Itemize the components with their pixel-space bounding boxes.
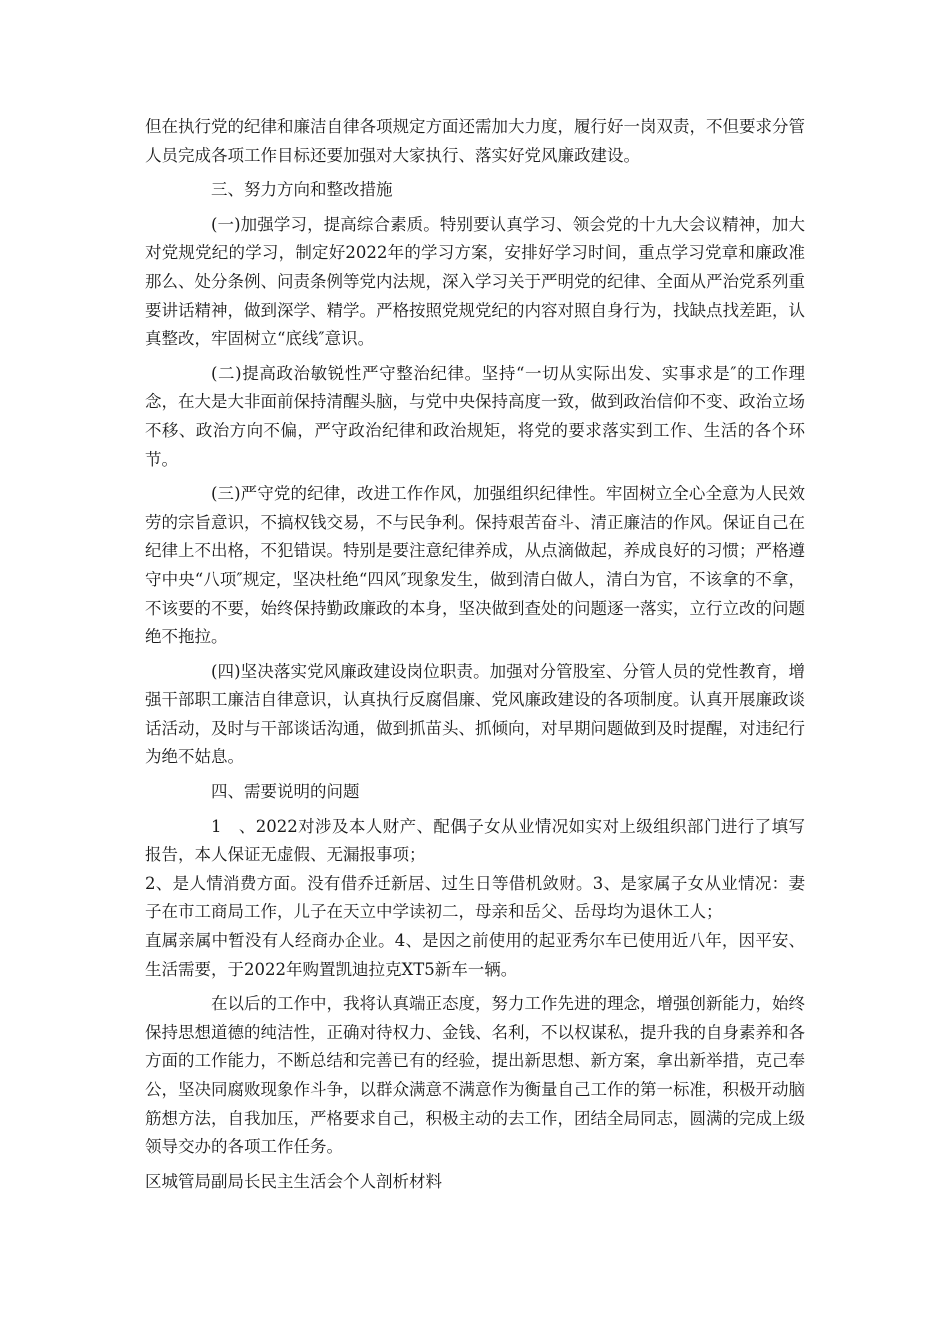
- document-body: [145, 113, 805, 1202]
- paragraph-item-4: 直属亲属中暂没有人经商办企业。4、是因之前使用的起亚秀尔车已使用近八年，因平安、生活需要，于2022年购置凯迪拉克XT5新车一辆。: [145, 931, 805, 979]
- paragraph-measure-4: (四)坚决落实党风廉政建设岗位职责。加强对分管股室、分管人员的党性教育，增强干部职工廉洁自律意识，认真执行反腐倡廉、党风廉政建设的各项制度。认真开展廉政谈话活动，及时与干部谈话沟通，做到抓苗头、抓倾向，对早期问题做到及时提醒，对违纪行为绝不姑息。: [145, 661, 805, 767]
- paragraph-measure-1: (一)加强学习，提高综合素质。特别要认真学习、领会党的十九大会议精神，加大对党规党纪的学习，制定好2022年的学习方案，安排好学习时间，重点学习党章和廉政准那么、处分条例、问责条例等党内法规，深入学习关于严明党的纪律、全面从严治党系列重要讲话精神，做到深学、精学。严格按照党规党纪的内容对照自身行为，找缺点找差距，认真整改，牢固树立“底线″意识。: [145, 214, 805, 349]
- paragraph-measure-3: (三)严守党的纪律，改进工作作风，加强组织纪律性。牢固树立全心全意为人民效劳的宗旨意识，不搞权钱交易，不与民争利。保持艰苦奋斗、清正廉洁的作风。保证自己在纪律上不出格，不犯错误。特别是要注意纪律养成，从点滴做起，养成良好的习惯；严格遵守中央“八项″规定，坚决杜绝“四风″现象发生，做到清白做人，清白为官，不该拿的不拿，不该要的不要，始终保持勤政廉政的本身，坚决做到查处的问题逐一落实，立行立改的问题绝不拖拉。: [145, 484, 805, 647]
- paragraph-item-2-3: 2、是人情消费方面。没有借乔迁新居、过生日等借机敛财。3、是家属子女从业情况：妻子在市工商局工作，儿子在天立中学读初二，母亲和岳父、岳母均为退休工人；: [145, 873, 805, 922]
- section-heading-4: 四、需要说明的问题: [211, 782, 360, 802]
- paragraph-conclusion: 在以后的工作中，我将认真端正态度，努力工作先进的理念，增强创新能力，始终保持思想道德的纯洁性，正确对待权力、金钱、名利，不以权谋私，提升我的自身素养和各方面的工作能力，不断总结和完善已有的经验，提出新思想、新方案，拿出新举措，克己奉公，坚决同腐败现象作斗争，以群众满意不满意作为衡量自己工作的第一标准，积极开动脑筋想方法，自我加压，严格要求自己，积极主动的去工作，团结全局同志，圆满的完成上级领导交办的各项工作任务。: [145, 994, 805, 1157]
- paragraph-measure-2: (二)提高政治敏锐性严守整治纪律。坚持“一切从实际出发、实事求是″的工作理念，在大是大非面前保持清醒头脑，与党中央保持高度一致，做到政治信仰不变、政治立场不移、政治方向不偏，严守政治纪律和政治规矩，将党的要求落实到工作、生活的各个环节。: [145, 363, 805, 469]
- document-title-footer: 区城管局副局长民主生活会个人剖析材料: [145, 1171, 442, 1191]
- paragraph-item-1: 1 、2022对涉及本人财产、配偶子女从业情况如实对上级组织部门进行了填写报告，本人保证无虚假、无漏报事项；: [145, 816, 805, 865]
- section-heading-3: 三、努力方向和整改措施: [211, 180, 393, 200]
- paragraph-intro: 但在执行党的纪律和廉洁自律各项规定方面还需加大力度，履行好一岗双责，不但要求分管人员完成各项工作目标还要加强对大家执行、落实好党风廉政建设。: [145, 117, 805, 165]
